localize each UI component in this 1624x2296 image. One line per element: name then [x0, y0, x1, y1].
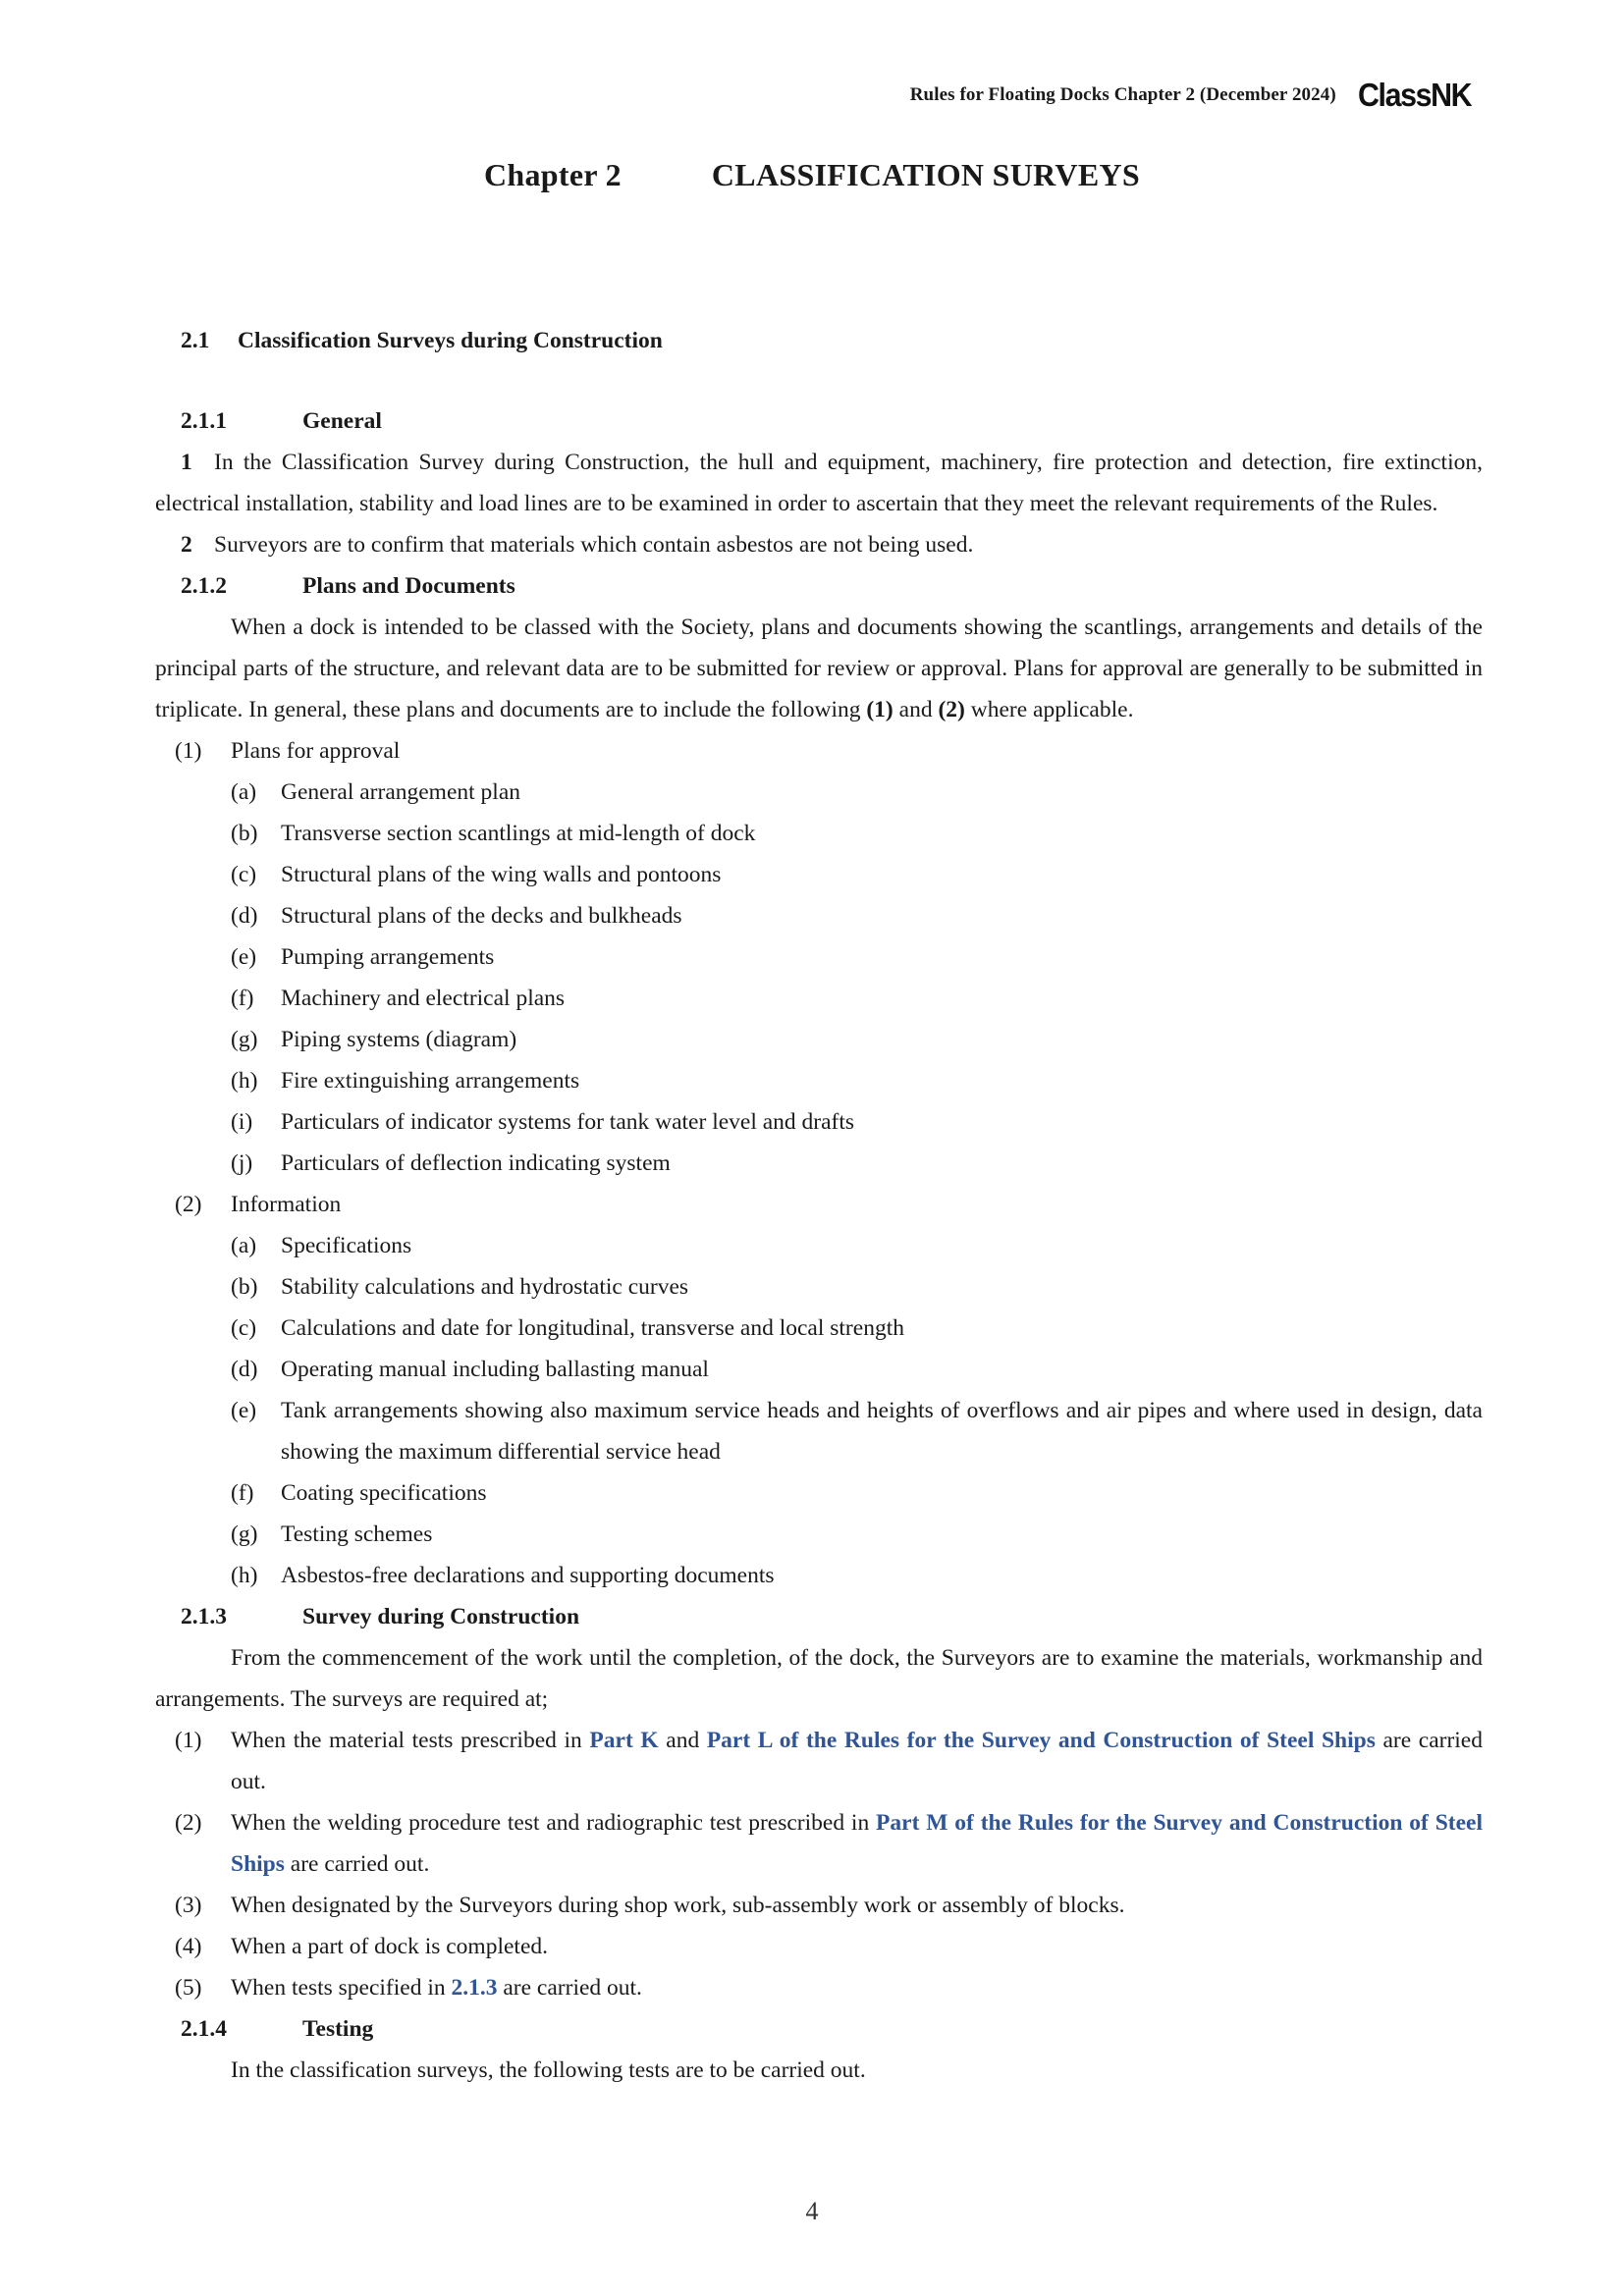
subsection-heading-2-1-2 [155, 565, 1483, 607]
list-item: (h) Asbestos-free declarations and supporting documents [231, 1563, 775, 1588]
paragraph-text: In the Classification Survey during Construction, the hull and equipment, machinery, fire protection and detection, fire extinction, electrical installation, stability and load lines are to be examined in order to ascertain that they meet the relevant requirements of the Rules. [155, 450, 1483, 516]
chapter-heading: CLASSIFICATION SURVEYS [711, 157, 1140, 192]
document-body [155, 320, 1483, 2091]
list-item: (b) Transverse section scantlings at mid-length of dock [231, 821, 756, 846]
paragraph-1 [155, 442, 1483, 524]
list-item: (f) Coating specifications [231, 1480, 487, 1506]
list-item: (g) Piping systems (diagram) [231, 1027, 517, 1052]
running-title: Rules for Floating Docks Chapter 2 (December 2024) [909, 84, 1336, 105]
paragraph-text: Surveyors are to confirm that materials which contain asbestos are not being used. [214, 532, 974, 558]
list-item-plans-for-approval: (1) Plans for approval [175, 738, 401, 764]
section-number: 2.1 [181, 328, 210, 353]
list-item: (d) Operating manual including ballasting manual [231, 1357, 709, 1382]
classnk-logo: ClassNK [1357, 77, 1471, 113]
section-title: Classification Surveys during Construction [238, 328, 663, 353]
section-heading-2-1 [155, 320, 1483, 361]
list-item: (2) When the welding procedure test and radiographic test prescribed in Part M of the Rules for the Survey and Construction of Steel Ships are carried out. [175, 1810, 1483, 1877]
list-item: (g) Testing schemes [231, 1522, 433, 1547]
part-m-link[interactable]: Part M of the Rules for the Survey and Construction of Steel Ships [231, 1810, 1483, 1877]
list-item: (e) Pumping arrangements [231, 944, 495, 970]
list-item: (a) General arrangement plan [231, 779, 521, 805]
plans-intro-paragraph: When a dock is intended to be classed with the Society, plans and documents showing the scantlings, arrangements and details of the principal parts of the structure, and relevant data are to be submitted for review or approval. Plans for approval are generally to be submitted in triplicate. In general, these plans and documents are to include the following (1) and (2) where applicable. [155, 614, 1483, 722]
part-k-link[interactable]: Part K [589, 1728, 659, 1753]
subsection-title: Testing [302, 2016, 374, 2042]
chapter-number: Chapter 2 [484, 157, 622, 192]
subsection-number: 2.1.3 [181, 1604, 227, 1629]
page-number: 4 [805, 2197, 819, 2225]
list-item: (f) Machinery and electrical plans [231, 986, 566, 1011]
paragraph-number: 2 [181, 532, 192, 558]
paragraph-number: 1 [181, 450, 192, 475]
part-l-link[interactable]: Part L of the Rules for the Survey and Construction of Steel Ships [706, 1728, 1376, 1753]
list-item: (5) When tests specified in 2.1.3 are carried out. [175, 1975, 642, 2001]
running-header [910, 77, 1481, 114]
list-item: (c) Calculations and date for longitudinal, transverse and local strength [231, 1315, 904, 1341]
list-item: (b) Stability calculations and hydrostatic curves [231, 1274, 689, 1300]
subsection-number: 2.1.1 [181, 408, 227, 434]
plans-for-approval-list [155, 772, 1483, 1184]
testing-intro-paragraph: In the classification surveys, the following tests are to be carried out. [231, 2057, 866, 2083]
list-item: (a) Specifications [231, 1233, 412, 1258]
list-item-information: (2) Information [175, 1192, 342, 1217]
list-item: (4) When a part of dock is completed. [175, 1934, 549, 1959]
list-item: (3) When designated by the Surveyors during shop work, sub-assembly work or assembly of blocks. [175, 1893, 1125, 1918]
subsection-heading-2-1-1 [155, 400, 1483, 442]
subsection-title: General [302, 408, 382, 434]
list-item: (j) Particulars of deflection indicating system [231, 1150, 671, 1176]
information-list [155, 1225, 1483, 1596]
subsection-number: 2.1.2 [181, 573, 227, 599]
subsection-number: 2.1.4 [181, 2016, 227, 2042]
list-item: (i) Particulars of indicator systems for tank water level and drafts [231, 1109, 855, 1135]
subsection-heading-2-1-3 [155, 1596, 1483, 1637]
subsection-heading-2-1-4 [155, 2008, 1483, 2050]
section-2-1-3-link[interactable]: 2.1.3 [451, 1975, 498, 2001]
list-item: (c) Structural plans of the wing walls and pontoons [231, 862, 722, 887]
list-item: (e) Tank arrangements showing also maximum service heads and heights of overflows and air pipes and where used in design, data showing the maximum differential service head [231, 1398, 1483, 1465]
list-item: (h) Fire extinguishing arrangements [231, 1068, 580, 1094]
paragraph-2 [155, 524, 1483, 565]
subsection-title: Survey during Construction [302, 1604, 580, 1629]
list-item: (d) Structural plans of the decks and bulkheads [231, 903, 682, 929]
subsection-title: Plans and Documents [302, 573, 515, 599]
survey-intro-paragraph: From the commencement of the work until the completion, of the dock, the Surveyors are to examine the materials, workmanship and arrangements. The surveys are required at; [155, 1645, 1483, 1712]
chapter-title [0, 157, 1624, 193]
list-item: (1) When the material tests prescribed in Part K and Part L of the Rules for the Survey and Construction of Steel Ships are carried out. [175, 1728, 1483, 1794]
